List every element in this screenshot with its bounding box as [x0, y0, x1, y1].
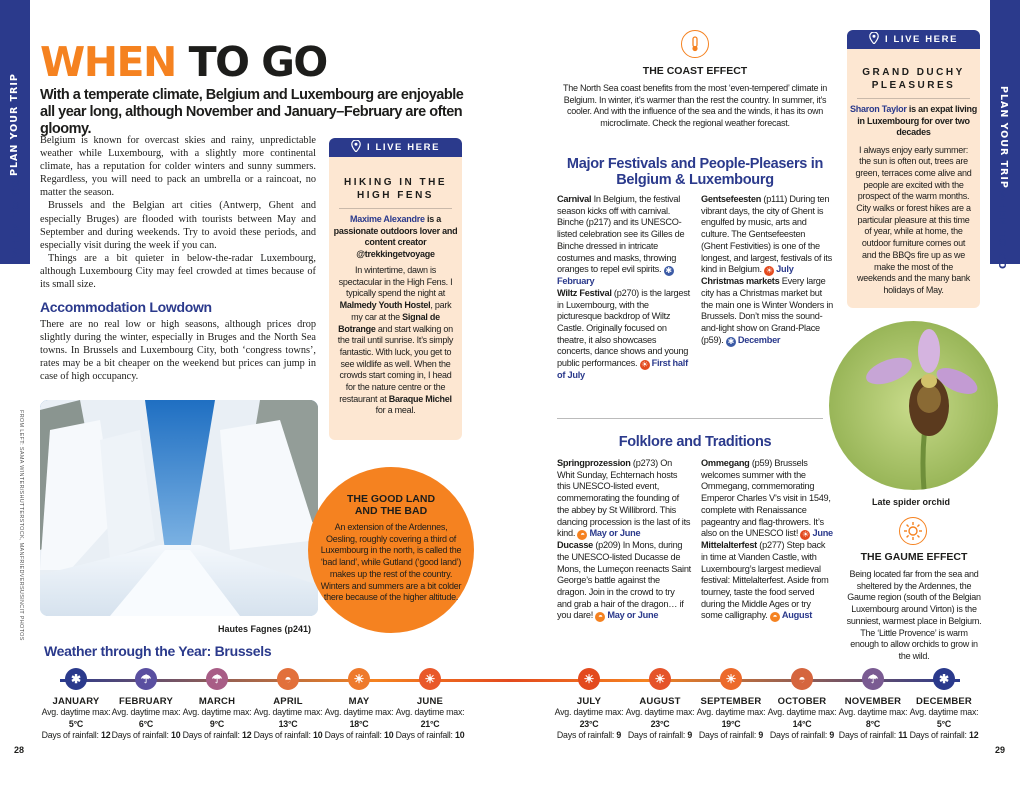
weather-month	[106, 668, 186, 742]
coast-effect-title: THE COAST EFFECT	[642, 65, 748, 77]
temp-value: 13°C	[278, 718, 298, 729]
temp-value: 5°C	[936, 718, 952, 729]
rain-value: 10	[455, 730, 465, 740]
card-body: I always enjoy early summer: the sun is often out, trees are green, terraces come alive and people are excited with the prospect of the warm months. City walks or forest hikes are a particular pleasure at this time of year, while at home, the outdoor furniture comes out and the BBQs fire up as we make the most of the weekends and the many bank holidays of May.	[855, 144, 972, 295]
folklore-text: (p277) Step back in time at Vianden Castle, with Luxembourg’s largest medieval festival: Mittelalterfest. Aside from tourney, taste the food served during the Middle Ages or try some calligraphy.	[701, 540, 829, 621]
gaume-effect-title: THE GAUME EFFECT	[860, 551, 968, 563]
author-name: Maxime Alexandre	[350, 214, 425, 224]
weather-month	[620, 668, 700, 742]
temp-label: Avg. daytime max:	[253, 707, 323, 717]
rain-label: Days of rainfall:	[395, 730, 453, 740]
month-name: OCTOBER	[777, 696, 827, 707]
rain-label: Days of rainfall:	[698, 730, 757, 740]
rain-value: 10	[171, 730, 181, 740]
temp-label: Avg. daytime max:	[554, 707, 624, 717]
rain-cloud-icon: ☂	[862, 668, 884, 690]
folklore-heading: Folklore and Traditions	[618, 434, 772, 450]
folklore-name: Mittelalterfest	[701, 540, 757, 551]
rain-value: 10	[313, 730, 323, 740]
weather-title: Weather through the Year: Brussels	[44, 643, 272, 659]
rain-cloud-icon: ☂	[206, 668, 228, 690]
left-section-label: WHEN TO GO	[11, 178, 22, 258]
temp-label: Avg. daytime max:	[111, 707, 181, 717]
body-paragraph: Things are a bit quieter in below-the-radar Luxembourg, although Luxembourg City may feel crowded at times because of its small size.	[40, 252, 316, 291]
snowflake-icon: ✱	[727, 336, 735, 346]
page-number-right: 29	[995, 745, 1006, 755]
temp-label: Avg. daytime max:	[838, 707, 908, 717]
sun-icon: ☀	[641, 360, 649, 370]
body-paragraph: Belgium is known for overcast skies and rainy, unpredictable weather while Luxembourg, with a slightly more continental climate, has a reputation for colder winters and sunny summers. Regardless, you will need to pack an umbrella or a raincoat, no matter the season.	[40, 135, 316, 199]
sun-icon: ☀	[765, 266, 773, 276]
body-paragraph: Brussels and the Belgian art cities (Antwerp, Ghent and especially Bruges) are flooded with tourists between May and September and during weekends. Try to avoid these periods, and especially visit during the week if you can.	[40, 200, 316, 251]
sun-icon: ☀	[348, 668, 370, 690]
author-description: is a passionate outdoors lover and content creator	[333, 214, 458, 247]
festival-entry	[701, 276, 833, 347]
sun-icon	[899, 517, 927, 545]
i-live-here-card-hiking	[329, 138, 462, 440]
location-pin-icon	[869, 32, 879, 47]
card-text: and start walking on the trail until sunrise. It’s simply fantastic. With luck, you get to see wildlife as well. When the crowds start coming in, I head for the nature centre or the restaurant at	[337, 323, 454, 404]
temp-value: 8°C	[865, 718, 881, 729]
good-land-text: An extension of the Ardennes, Oesling, roughly covering a third of Luxembourg in the north, is called the ‘bad land’, while Gutland (‘good land’) makes up the rest of the country. Winters and summers are a bit colder there because of the higher altitude.	[320, 522, 462, 603]
festival-text: (p111) During ten vibrant days, the city of Ghent is engulfed by music, arts and culture. The Gentsefeesten (Ghent Festivities) is one of the longest, and largest, festivals of its kind in Belgium.	[701, 194, 832, 275]
gaume-effect-text: Being located far from the sea and sheltered by the Ardennes, the Gaume region (south of the Belgian Luxembourg around Virton) is the sunniest, warmest place in Belgium. The ‘Little Provence’ is warm enough to allow orchids to grow in the wild.	[846, 569, 982, 661]
month-stats	[390, 707, 470, 742]
rain-label: Days of rainfall:	[182, 730, 240, 740]
rain-label: Days of rainfall:	[111, 730, 169, 740]
temp-label: Avg. daytime max:	[767, 707, 837, 717]
page-title	[40, 38, 327, 86]
weather-month	[390, 668, 470, 742]
month-stats	[762, 707, 842, 742]
snowy-forest-image	[40, 400, 318, 616]
hautes-fagnes-caption: Hautes Fagnes (p241)	[218, 624, 312, 634]
folklore-when: August	[781, 610, 813, 621]
festival-name: Gentsefeesten	[701, 194, 762, 204]
sun-icon: ☀	[419, 668, 441, 690]
festival-when: December	[737, 334, 781, 345]
temp-label: Avg. daytime max:	[41, 707, 111, 717]
right-section-label: WHEN TO GO	[996, 190, 1007, 270]
month-stats	[319, 707, 399, 742]
folklore-entry	[701, 540, 833, 622]
snowflake-icon: ✱	[65, 668, 87, 690]
rain-label: Days of rainfall:	[909, 730, 967, 740]
section-divider	[557, 418, 823, 419]
temp-value: 19°C	[721, 718, 741, 729]
page-number-left: 28	[14, 745, 25, 755]
festival-name: Wiltz Festival	[557, 287, 612, 298]
card-text: , park my car at the	[351, 300, 452, 322]
orchid-photo	[829, 321, 998, 490]
folklore-text: (p59) Brussels welcomes summer with the Ommegang, commemorating Emperor Charles V’s visit in 1549, complete with Renaissance pageantry and flag-throwers. It’s also on the UNESCO list!	[701, 458, 831, 539]
hautes-fagnes-photo	[40, 400, 318, 616]
festival-name: Christmas markets	[701, 276, 780, 287]
month-stats	[691, 707, 771, 742]
temp-value: 23°C	[650, 718, 670, 729]
card-place: Signal de Botrange	[338, 311, 440, 334]
rain-value: 9	[616, 730, 622, 740]
month-stats	[833, 707, 913, 742]
body-paragraphs	[40, 134, 316, 291]
author-description: is an expat living in Luxembourg for over two decades	[857, 104, 977, 137]
snowflake-icon: ✱	[933, 668, 955, 690]
location-pin-icon	[351, 140, 361, 155]
sunset-icon: ◓	[770, 612, 780, 622]
rain-value: 11	[898, 730, 908, 740]
folklore-left-column	[557, 458, 691, 622]
thermometer-icon	[681, 30, 709, 58]
rain-label: Days of rainfall:	[556, 730, 615, 740]
folklore-when: May or June	[607, 610, 659, 621]
sun-icon: ☀	[720, 668, 742, 690]
left-tab-label: PLAN YOUR TRIP	[9, 73, 20, 176]
weather-month	[248, 668, 328, 742]
month-stats	[106, 707, 186, 742]
temp-label: Avg. daytime max:	[324, 707, 394, 717]
sun-icon: ☀	[578, 668, 600, 690]
orchid-caption: Late spider orchid	[872, 497, 951, 507]
card-body	[329, 263, 462, 417]
sunset-icon: ◓	[595, 612, 605, 622]
rain-cloud-icon: ☂	[135, 668, 157, 690]
weather-month	[762, 668, 842, 742]
temp-label: Avg. daytime max:	[182, 707, 252, 717]
weather-month	[549, 668, 629, 742]
folklore-name: Springprozession	[557, 458, 631, 468]
sunset-icon: ◓	[791, 668, 813, 690]
good-land-circle	[308, 467, 474, 633]
card-divider	[857, 98, 970, 99]
month-stats	[620, 707, 700, 742]
rain-label: Days of rainfall:	[769, 730, 828, 740]
rain-value: 10	[384, 730, 394, 740]
temp-value: 18°C	[349, 718, 369, 729]
festival-entry	[557, 288, 691, 382]
temp-value: 5°C	[68, 718, 84, 729]
month-name: JANUARY	[52, 696, 100, 707]
accommodation-paragraph: There are no real low or high seasons, although prices drop slightly during the winter, especially in Bruges and the North Sea towns. In Brussels and Luxembourg City, both ‘congress towns’, rates may be a bit cheaper on the weekend but prices can jump in case of high occupancy.	[40, 319, 316, 383]
intro-text: With a temperate climate, Belgium and Luxembourg are enjoyable all year long, although November and January–February are often gloomy.	[40, 87, 464, 137]
month-name: SEPTEMBER	[700, 696, 762, 707]
sun-icon: ☀	[649, 668, 671, 690]
month-name: APRIL	[273, 696, 303, 707]
month-name: JULY	[576, 696, 602, 707]
card-text: In wintertime, dawn is spectacular in the High Fens. I typically spend the night at	[338, 265, 453, 299]
right-tab-label: PLAN YOUR TRIP	[998, 86, 1009, 189]
festivals-right-column	[701, 194, 833, 347]
author-handle: @trekkingetvoyage	[356, 248, 435, 259]
card-header-label: I LIVE HERE	[366, 142, 441, 153]
card-title: GRAND DUCHY PLEASURES	[862, 67, 965, 91]
card-place: Malmedy Youth Hostel	[339, 300, 431, 311]
month-name: DECEMBER	[916, 696, 972, 707]
rain-label: Days of rainfall:	[324, 730, 382, 740]
festivals-heading: Major Festivals and People-Pleasers in Belgium & Luxembourg	[566, 156, 824, 188]
folklore-when: May or June	[589, 528, 641, 539]
temp-value: 14°C	[792, 718, 812, 729]
festival-entry	[701, 194, 833, 276]
month-name: NOVEMBER	[844, 696, 902, 707]
month-stats	[904, 707, 984, 742]
temp-value: 23°C	[579, 718, 599, 729]
card-header	[847, 30, 980, 49]
card-place: Baraque Michel	[388, 393, 452, 404]
rain-value: 12	[101, 730, 111, 740]
accommodation-text	[40, 318, 316, 383]
festival-when: February	[557, 276, 595, 287]
rain-label: Days of rainfall:	[627, 730, 686, 740]
temp-label: Avg. daytime max:	[909, 707, 979, 717]
temp-label: Avg. daytime max:	[625, 707, 695, 717]
rain-value: 12	[242, 730, 252, 740]
month-name: AUGUST	[639, 696, 681, 707]
card-header-label: I LIVE HERE	[884, 34, 959, 45]
rain-value: 9	[829, 730, 835, 740]
festivals-left-column	[557, 194, 691, 382]
folklore-when: June	[812, 528, 833, 539]
folklore-text: (p273) On Whit Sunday, Echternach hosts this UNESCO-listed event, commemorating the founding of the abbey by St Willibrord. This dancing procession is the last of its kind.	[557, 458, 691, 539]
festival-name: Carnival	[557, 194, 592, 204]
festival-text: In Belgium, the festival season kicks off with carnival. Binche (p217) and its UNESCO-listed celebration see its Gilles de Binche dressed in intricate costumes and masks, throwing oranges to repel evil spirits.	[557, 194, 685, 275]
card-title: HIKING IN THE HIGH FENS	[343, 177, 448, 201]
coast-effect-text: The North Sea coast benefits from the most ‘even-tempered’ climate in Belgium. In winter, it’s warmer than the rest the country. In summer, it’s cooler. And with the influence of the sea and the winds, it has its own microclimate. Check the regional weather forecast.	[562, 83, 828, 129]
festival-text: Every large city has a Christmas market but the main one is Winter Wonders in Brussels. Don’t miss the sound-and-light show on Grand-Place (p59).	[701, 276, 834, 345]
card-author	[847, 104, 980, 139]
author-name: Sharon Taylor	[850, 104, 907, 114]
sunset-icon: ◓	[577, 530, 587, 540]
folklore-name: Ducasse	[557, 540, 594, 551]
weather-month	[691, 668, 771, 742]
month-stats	[248, 707, 328, 742]
folklore-right-column	[701, 458, 833, 622]
rain-label: Days of rainfall:	[838, 730, 897, 740]
temp-value: 6°C	[138, 718, 154, 729]
rain-value: 12	[969, 730, 979, 740]
festival-entry	[557, 194, 691, 288]
month-stats	[549, 707, 629, 742]
good-land-title: THE GOOD LAND AND THE BAD	[346, 493, 436, 517]
folklore-entry	[701, 458, 833, 540]
accommodation-heading: Accommodation Lowdown	[40, 299, 212, 315]
card-header	[329, 138, 462, 157]
month-stats	[36, 707, 116, 742]
weather-month	[177, 668, 257, 742]
weather-month	[833, 668, 913, 742]
title-part-1: WHEN	[40, 38, 176, 86]
rain-value: 9	[758, 730, 764, 740]
festival-text: (p270) is the largest in Luxembourg, with the picturesque backdrop of Wiltz Castle. Originally focused on theatre, it also showcases concerts, dance shows and young public performances.	[557, 287, 690, 369]
title-part-2: TO GO	[188, 38, 327, 86]
snowflake-icon: ✱	[665, 266, 672, 276]
temp-label: Avg. daytime max:	[395, 707, 465, 717]
weather-month	[904, 668, 984, 742]
folklore-text: (p209) In Mons, during the UNESCO-listed Ducasse de Mons, the Lumeçon reenacts Saint George’s battle against the dragon. Join in the crowd to try and grab a hair of the dragon… if you dare!	[557, 540, 691, 621]
rain-label: Days of rainfall:	[41, 730, 99, 740]
festival-when: First half of July	[557, 358, 688, 381]
sun-icon: ☀	[802, 530, 809, 540]
month-stats	[177, 707, 257, 742]
card-text: for a meal.	[375, 405, 416, 416]
card-author	[329, 214, 462, 260]
weather-month	[319, 668, 399, 742]
i-live-here-card-luxembourg	[847, 30, 980, 308]
rain-value: 9	[687, 730, 693, 740]
month-name: MAY	[348, 696, 370, 707]
temp-label: Avg. daytime max:	[696, 707, 766, 717]
month-name: JUNE	[416, 696, 444, 707]
sunset-icon: ◓	[277, 668, 299, 690]
folklore-entry	[557, 458, 691, 540]
card-divider	[339, 208, 452, 209]
photo-credit: FROM LEFT: SAMA WINTER/SHUTTERSTOCK, MANFRIEDVERSUSINCIT PHOTOS	[18, 410, 24, 641]
folklore-entry	[557, 540, 691, 622]
temp-value: 9°C	[209, 718, 225, 729]
month-name: FEBRUARY	[118, 696, 174, 707]
month-name: MARCH	[198, 696, 236, 707]
weather-month	[36, 668, 116, 742]
rain-label: Days of rainfall:	[253, 730, 311, 740]
spider-orchid-image	[829, 321, 998, 490]
folklore-name: Ommegang	[701, 458, 750, 468]
festival-when: July	[776, 264, 794, 275]
temp-value: 21°C	[420, 718, 440, 729]
